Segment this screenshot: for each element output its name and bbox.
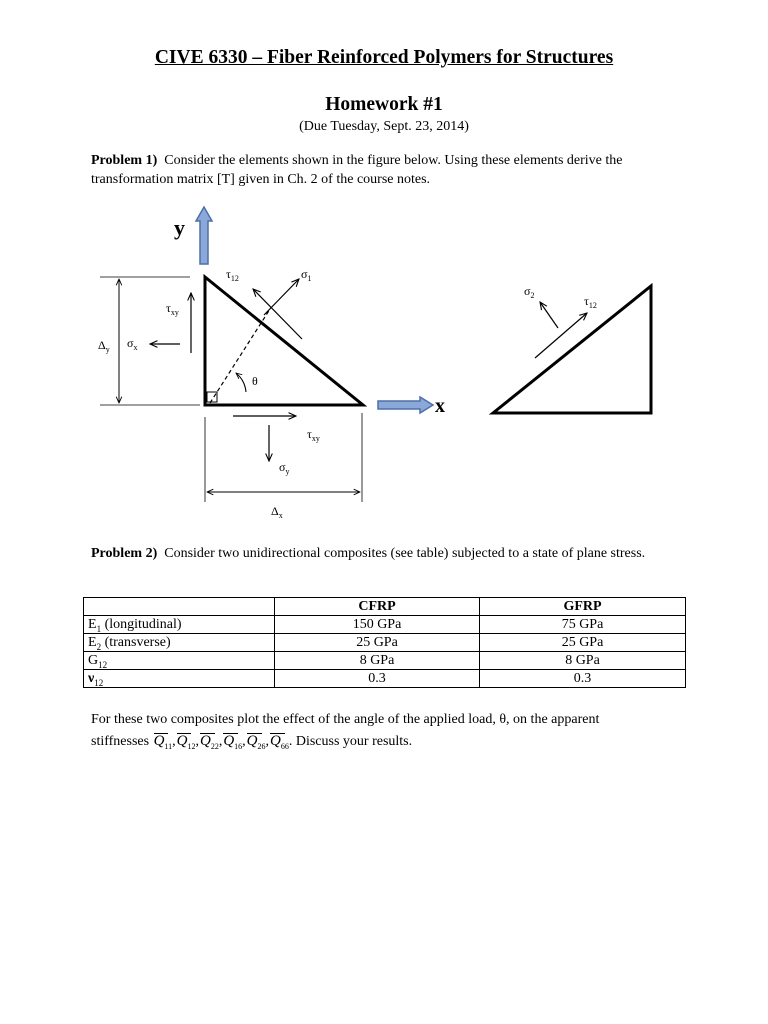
q-bar-symbol: $Q_{16}$ <box>223 733 243 751</box>
problem-2-paragraph <box>91 544 681 563</box>
property-cell: $\nu_{12}$ <box>84 670 275 688</box>
problem-1-label: Problem 1) <box>91 153 158 168</box>
stress-element-figure <box>0 195 768 525</box>
homework-title: Homework #1 <box>325 94 443 115</box>
y-axis-arrow <box>196 207 212 264</box>
problem-1-text: Consider the elements shown in the figure below. Using these elements derive the transformation matrix [T] given in Ch. 2 of the course notes. <box>91 153 623 187</box>
gfrp-value: 8 GPa <box>480 652 686 670</box>
table-header-row <box>84 598 686 616</box>
table-row <box>84 616 686 634</box>
problem-2-label: Problem 2) <box>91 546 158 561</box>
main-triangle-element <box>205 277 363 405</box>
closing-paragraph <box>91 710 681 756</box>
theta-arc <box>236 373 246 392</box>
table-header-gfrp: GFRP <box>480 598 686 616</box>
delta-x-label: $\Delta_x$ <box>271 504 283 520</box>
right-triangle-element <box>493 286 651 413</box>
sigma2-arrow <box>540 302 558 328</box>
q-bar-symbol: $Q_{22}$ <box>199 733 219 751</box>
q-bar-symbol: $Q_{11}$ <box>153 733 173 751</box>
cfrp-value: 25 GPa <box>275 634 480 652</box>
tau-xy-bottom-label: $\tau_{xy}$ <box>307 427 320 443</box>
gfrp-value: 0.3 <box>480 670 686 688</box>
sigma1-arrow <box>264 279 299 315</box>
cfrp-value: 150 GPa <box>275 616 480 634</box>
table-row <box>84 652 686 670</box>
delta-y-label: $\Delta_y$ <box>98 338 110 354</box>
q-bar-symbol: $Q_{26}$ <box>246 733 266 751</box>
y-axis-label: y <box>174 215 185 240</box>
q-bar-list: $Q_{11}$, $Q_{12}$, $Q_{22}$, $Q_{16}$, $Q_{26}$, $Q_{66}$ <box>153 734 289 749</box>
gfrp-value: 25 GPa <box>480 634 686 652</box>
q-bar-symbol: $Q_{12}$ <box>176 733 196 751</box>
closing-line-2 <box>91 732 681 756</box>
due-date: (Due Tuesday, Sept. 23, 2014) <box>299 119 469 134</box>
gfrp-value: 75 GPa <box>480 616 686 634</box>
problem-1-paragraph <box>91 151 681 189</box>
table-header-property <box>84 598 275 616</box>
closing-line-2-prefix: stiffnesses <box>91 734 150 749</box>
tau-xy-left-label: $\tau_{xy}$ <box>166 301 179 317</box>
problem-2-text: Consider two unidirectional composites (see table) subjected to a state of plane stress. <box>164 546 646 561</box>
tau12-right-arrow <box>535 313 587 358</box>
sigma1-label: $\sigma_1$ <box>301 267 312 283</box>
material-properties-table <box>83 597 686 688</box>
sigma-y-label: $\sigma_y$ <box>279 460 290 476</box>
q-bar-symbol: $Q_{66}$ <box>270 733 289 751</box>
property-cell: $E_2$ (transverse) <box>84 634 275 652</box>
table-row <box>84 634 686 652</box>
property-cell: $G_{12}$ <box>84 652 275 670</box>
sigma2-label: $\sigma_2$ <box>524 284 535 300</box>
closing-line-2-suffix: . Discuss your results. <box>288 734 413 749</box>
tau12-main-arrow <box>253 289 302 339</box>
theta-label: θ <box>252 374 258 388</box>
cfrp-value: 0.3 <box>275 670 480 688</box>
cfrp-value: 8 GPa <box>275 652 480 670</box>
tau12-main-label: $\tau_{12}$ <box>226 267 239 283</box>
table-row <box>84 670 686 688</box>
x-axis-label: x <box>435 395 445 417</box>
property-cell: $E_1$ (longitudinal) <box>84 616 275 634</box>
course-title: CIVE 6330 – Fiber Reinforced Polymers for Structures <box>154 47 614 68</box>
normal-dashed-line <box>210 309 270 403</box>
x-axis-arrow <box>378 397 433 413</box>
sigma-x-label: $\sigma_x$ <box>127 336 138 352</box>
closing-line-1: For these two composites plot the effect of the angle of the applied load, θ, on the apparent <box>91 712 600 727</box>
table-header-cfrp: CFRP <box>275 598 480 616</box>
tau12-right-label: $\tau_{12}$ <box>584 294 597 310</box>
